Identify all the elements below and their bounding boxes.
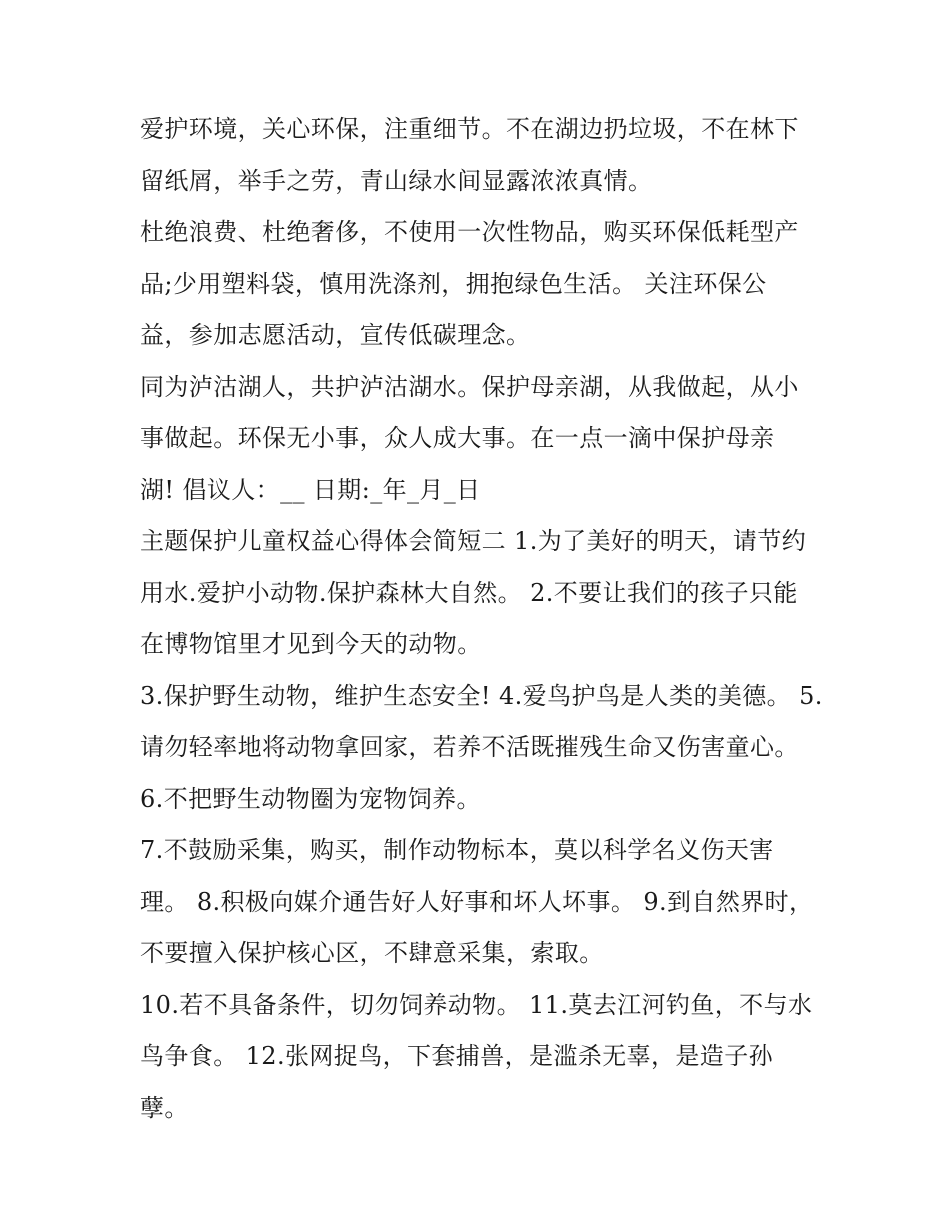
- text-line: 10.若不具备条件，切勿饲养动物。 11.莫去江河钓鱼，不与水: [140, 990, 813, 1019]
- text-line: 不要擅入保护核心区，不肆意采集，索取。: [140, 939, 604, 967]
- text-line: 品;少用塑料袋，慎用洗涤剂，拥抱绿色生活。 关注环保公: [140, 269, 767, 298]
- paragraph-environment-care: [140, 104, 830, 207]
- paragraph-wildlife-10-12: [140, 980, 830, 1135]
- text-line: 主题保护儿童权益心得体会简短二 1.为了美好的明天，请节约: [140, 527, 807, 555]
- text-line: 孽。: [140, 1093, 189, 1122]
- text-line: 留纸屑，举手之劳，青山绿水间显露浓浓真情。: [140, 166, 653, 195]
- paragraph-children-rights: [140, 516, 830, 671]
- text-line: 益，参加志愿活动，宣传低碳理念。: [140, 321, 531, 349]
- paragraph-wildlife-3-6: [140, 671, 830, 826]
- text-line: 理。 8.积极向媒介通告好人好事和坏人坏事。 9.到自然界时，: [140, 887, 814, 916]
- text-line: 杜绝浪费、杜绝奢侈，不使用一次性物品，购买环保低耗型产: [140, 218, 799, 246]
- document-page: [140, 104, 830, 1134]
- text-line: 6.不把野生动物圈为宠物饲养。: [140, 784, 481, 813]
- text-line: 在博物馆里才见到今天的动物。: [140, 630, 482, 658]
- text-line: 同为泸沽湖人，共护泸沽湖水。保护母亲湖，从我做起，从小: [140, 372, 799, 401]
- paragraph-lugu-lake: [140, 362, 830, 517]
- paragraph-no-waste: [140, 207, 830, 362]
- text-line: 爱护环境，关心环保，注重细节。不在湖边扔垃圾，不在林下: [140, 115, 799, 143]
- text-line: 湖! 倡议人：__ 日期:_年_月_日: [140, 475, 481, 504]
- text-line: 用水.爱护小动物.保护森林大自然。 2.不要让我们的孩子只能: [140, 578, 798, 607]
- text-line: 事做起。环保无小事，众人成大事。在一点一滴中保护母亲: [140, 424, 775, 452]
- text-line: 3.保护野生动物，维护生态安全! 4.爱鸟护鸟是人类的美德。 5.: [140, 681, 823, 710]
- text-line: 7.不鼓励采集，购买，制作动物标本，莫以科学名义伤天害: [140, 836, 774, 864]
- text-line: 鸟争食。 12.张网捉鸟，下套捕兽，是滥杀无辜，是造子孙: [140, 1042, 773, 1070]
- text-line: 请勿轻率地将动物拿回家，若养不活既摧残生命又伤害童心。: [140, 733, 799, 761]
- paragraph-wildlife-7-9: [140, 825, 830, 980]
